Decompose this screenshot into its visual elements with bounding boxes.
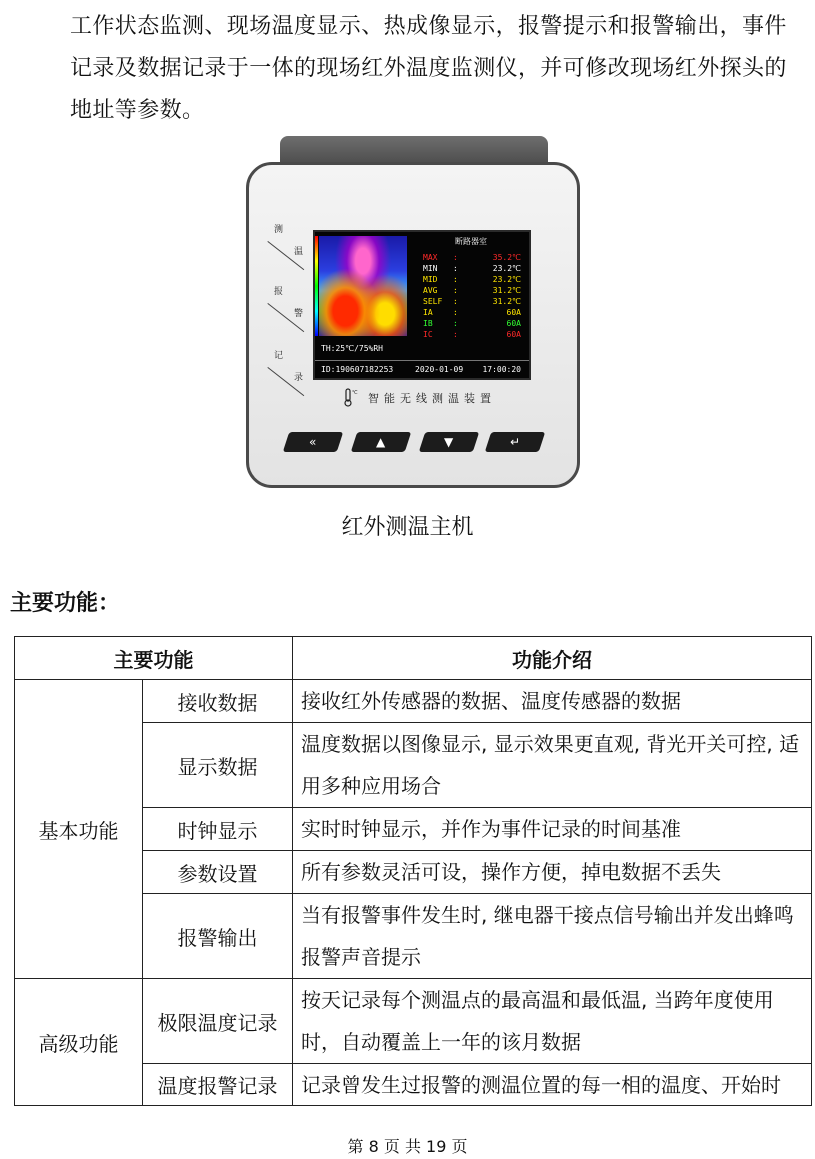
page-footer: 第 8 页 共 19 页 (347, 1137, 468, 1156)
function-cell: 时钟显示 (143, 808, 293, 851)
infrared-host-device-image (246, 136, 580, 488)
device-display-screen (313, 230, 531, 380)
reading-row (423, 274, 523, 285)
description-cell: 当有报警事件发生时, 继电器干接点信号输出并发出蜂鸣报警声音提示 (293, 894, 812, 979)
screen-date: 2020-01-09 (415, 365, 464, 374)
table-row (15, 979, 812, 1064)
function-cell: 温度报警记录 (143, 1064, 293, 1106)
reading-colon: : (453, 253, 458, 262)
reading-key: MID (423, 275, 438, 284)
enter-button[interactable] (485, 432, 545, 452)
reading-row (423, 252, 523, 263)
reading-key: IA (423, 308, 433, 317)
reading-colon: : (453, 275, 458, 284)
reading-value: 60A (506, 330, 521, 339)
category-cell: 高级功能 (15, 979, 143, 1106)
reading-key: AVG (423, 286, 438, 295)
enter-icon: ↵ (509, 435, 521, 449)
reading-value: 23.2℃ (492, 275, 521, 284)
description-cell: 接收红外传感器的数据、温度传感器的数据 (293, 680, 812, 723)
description-cell: 所有参数灵活可设，操作方便，掉电数据不丢失 (293, 851, 812, 894)
screen-humidity-readout: TH:25℃/75%RH (321, 344, 383, 353)
category-cell: 基本功能 (15, 680, 143, 979)
section-heading: 主要功能： (10, 591, 121, 616)
function-cell: 极限温度记录 (143, 979, 293, 1064)
reading-key: IC (423, 330, 433, 339)
function-table (14, 636, 812, 1106)
header-main-function: 主要功能 (15, 637, 293, 680)
reading-value: 60A (506, 308, 521, 317)
screen-status-bar (315, 360, 529, 379)
side-label-record (266, 348, 308, 388)
reading-colon: : (453, 330, 458, 339)
side-label-measure (266, 222, 308, 262)
description-cell: 温度数据以图像显示, 显示效果更直观, 背光开关可控, 适用多种应用场合 (293, 723, 812, 808)
device-id: ID:190607182253 (321, 365, 394, 374)
screen-location-title: 断路器室 (455, 237, 487, 246)
reading-value: 60A (506, 319, 521, 328)
back-icon: « (309, 435, 317, 449)
down-button[interactable] (419, 432, 479, 452)
down-arrow-icon: ▼ (444, 435, 454, 449)
table-header-row (15, 637, 812, 680)
device-button-row (282, 432, 546, 454)
back-button[interactable] (283, 432, 343, 452)
side-label-char: 记 (274, 351, 284, 361)
reading-value: 31.2℃ (492, 297, 521, 306)
reading-row (423, 307, 523, 318)
screen-time: 17:00:20 (482, 365, 521, 374)
side-label-char: 报 (274, 287, 284, 297)
header-function-intro: 功能介绍 (293, 637, 812, 680)
reading-row (423, 263, 523, 274)
reading-colon: : (453, 286, 458, 295)
intro-paragraph: 工作状态监测、现场温度显示、热成像显示，报警提示和报警输出，事件记录及数据记录于一体的现场红外温度监测仪，并可修改现场红外探头的地址等参数。 (70, 14, 787, 123)
side-label-char: 测 (274, 225, 284, 235)
thermometer-icon (343, 388, 359, 408)
description-cell: 记录曾发生过报警的测温位置的每一相的温度、开始时 (293, 1064, 812, 1106)
function-cell: 接收数据 (143, 680, 293, 723)
function-cell: 显示数据 (143, 723, 293, 808)
reading-key: MAX (423, 253, 438, 262)
reading-colon: : (453, 308, 458, 317)
figure-caption: 红外测温主机 (341, 515, 474, 540)
reading-colon: : (453, 319, 458, 328)
reading-value: 23.2℃ (492, 264, 521, 273)
side-label-char: 警 (294, 309, 304, 319)
temperature-readings (423, 252, 523, 340)
reading-row (423, 285, 523, 296)
side-label-alarm (266, 284, 308, 324)
reading-key: IB (423, 319, 433, 328)
reading-value: 31.2℃ (492, 286, 521, 295)
side-label-char: 温 (294, 247, 304, 257)
reading-row (423, 296, 523, 307)
reading-key: MIN (423, 264, 438, 273)
thermal-color-scale (315, 236, 318, 336)
description-cell: 按天记录每个测温点的最高温和最低温, 当跨年度使用时，自动覆盖上一年的该月数据 (293, 979, 812, 1064)
thermal-image (319, 236, 407, 336)
up-button[interactable] (351, 432, 411, 452)
reading-key: SELF (423, 297, 443, 306)
table-row (15, 680, 812, 723)
thermo-unit: ℃ (352, 390, 358, 396)
device-brand-label: 智能无线测温装置 (368, 392, 496, 405)
reading-colon: : (453, 297, 458, 306)
up-arrow-icon: ▲ (376, 435, 386, 449)
reading-colon: : (453, 264, 458, 273)
reading-value: 35.2℃ (492, 253, 521, 262)
reading-row (423, 318, 523, 329)
description-cell: 实时时钟显示，并作为事件记录的时间基准 (293, 808, 812, 851)
reading-row (423, 329, 523, 340)
function-cell: 报警输出 (143, 894, 293, 979)
side-label-char: 录 (294, 373, 304, 383)
function-cell: 参数设置 (143, 851, 293, 894)
